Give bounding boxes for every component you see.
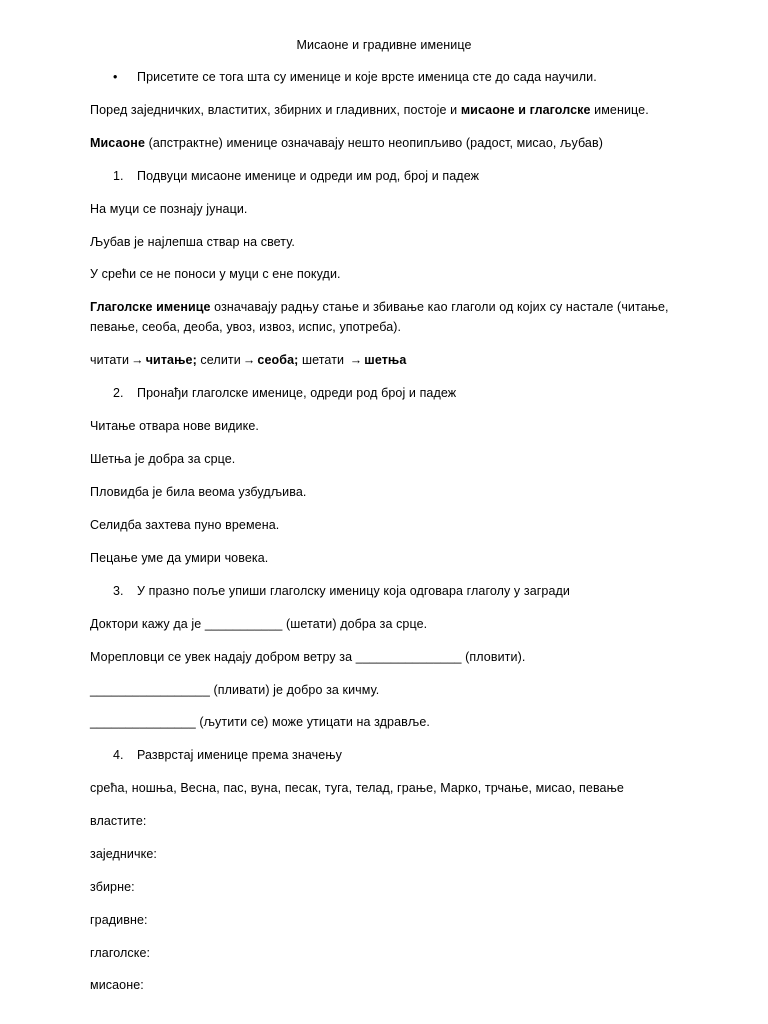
arrow-right-icon: → [242,353,256,367]
category-label: мисаоне: [90,978,144,992]
example-noun: шетња [364,353,407,367]
task-2-sentence: Читање отвара нове видике. [90,419,259,433]
task-4-number: 4. [113,748,124,762]
example-noun: сеоба; [257,353,299,367]
task-3-sentence: Доктори кажу да је ___________ (шетати) добра за срце. [90,617,428,631]
verbal-definition [90,299,669,315]
arrow-right-icon: → [131,353,144,367]
example-noun: читање; [145,353,197,367]
task-4-heading: Разврстај именице према значењу [137,748,342,762]
task-3-sentence: _______________ (љутити се) може утицати на здравље. [90,715,430,729]
example-verb: читати [90,353,130,367]
task-1-sentence: Љубав је најлепша ствар на свету. [90,235,295,249]
task-2-sentence: Пецање уме да умири човека. [90,551,269,565]
abstract-definition [90,135,603,151]
page-title: Мисаоне и градивне именице [296,38,472,52]
category-label: глаголске: [90,946,151,960]
task-1-number: 1. [113,169,124,183]
intro-bold: мисаоне и глаголске [460,103,591,117]
example-verb: шетати [298,353,348,367]
bullet-text: Присетите се тога шта су именице и које врсте именица сте до сада научили. [137,70,597,84]
category-label: збирне: [90,880,135,894]
task-2-sentence: Шетња је добра за срце. [90,452,236,466]
intro-post: именице. [590,103,649,117]
category-label: заједничке: [90,847,157,861]
intro-pre: Поред заједничких, властитих, збирних и гладивних, постоје и [90,103,461,117]
task-3-number: 3. [113,584,124,598]
task-1-sentence: У срећи се не поноси у муци с ене покуди. [90,267,341,281]
task-3-sentence: _________________ (пливати) је добро за кичму. [90,683,380,697]
task-1-sentence: На муци се познају јунаци. [90,202,248,216]
verb-noun-examples [90,352,406,368]
task-3-heading: У празно поље упиши глаголску именицу која одговара глаголу у загради [137,584,570,598]
bullet-marker: • [113,70,118,84]
task-2-sentence: Селидба захтева пуно времена. [90,518,280,532]
intro-paragraph [90,102,649,118]
task-2-sentence: Пловидба је била веома узбудљива. [90,485,307,499]
example-verb: селити [196,353,241,367]
verbal-term: Глаголске именице [90,300,211,314]
category-label: властите: [90,814,147,828]
verbal-rest: означавају радњу стање и збивање као глаголи од којих су настале (читање, [210,300,669,314]
abstract-term: Мисаоне [90,136,145,150]
verbal-definition-line-2: певање, сеоба, деоба, увоз, извоз, испис, употреба). [90,320,402,334]
task-2-number: 2. [113,386,124,400]
task-1-heading: Подвуци мисаоне именице и одреди им род, број и падеж [137,169,480,183]
arrow-right-icon: → [349,353,363,367]
category-label: градивне: [90,913,148,927]
task-2-heading: Пронађи глаголске именице, одреди род број и падеж [137,386,457,400]
abstract-rest: (апстрактне) именице означавају нешто неопипљиво (радост, мисао, љубав) [145,136,603,150]
task-4-word-list: срећа, ношња, Весна, пас, вуна, песак, туга, телад, грање, Марко, трчање, мисао, певање [90,781,624,795]
task-3-sentence: Морепловци се увек надају добром ветру за _______________ (пловити). [90,650,526,664]
